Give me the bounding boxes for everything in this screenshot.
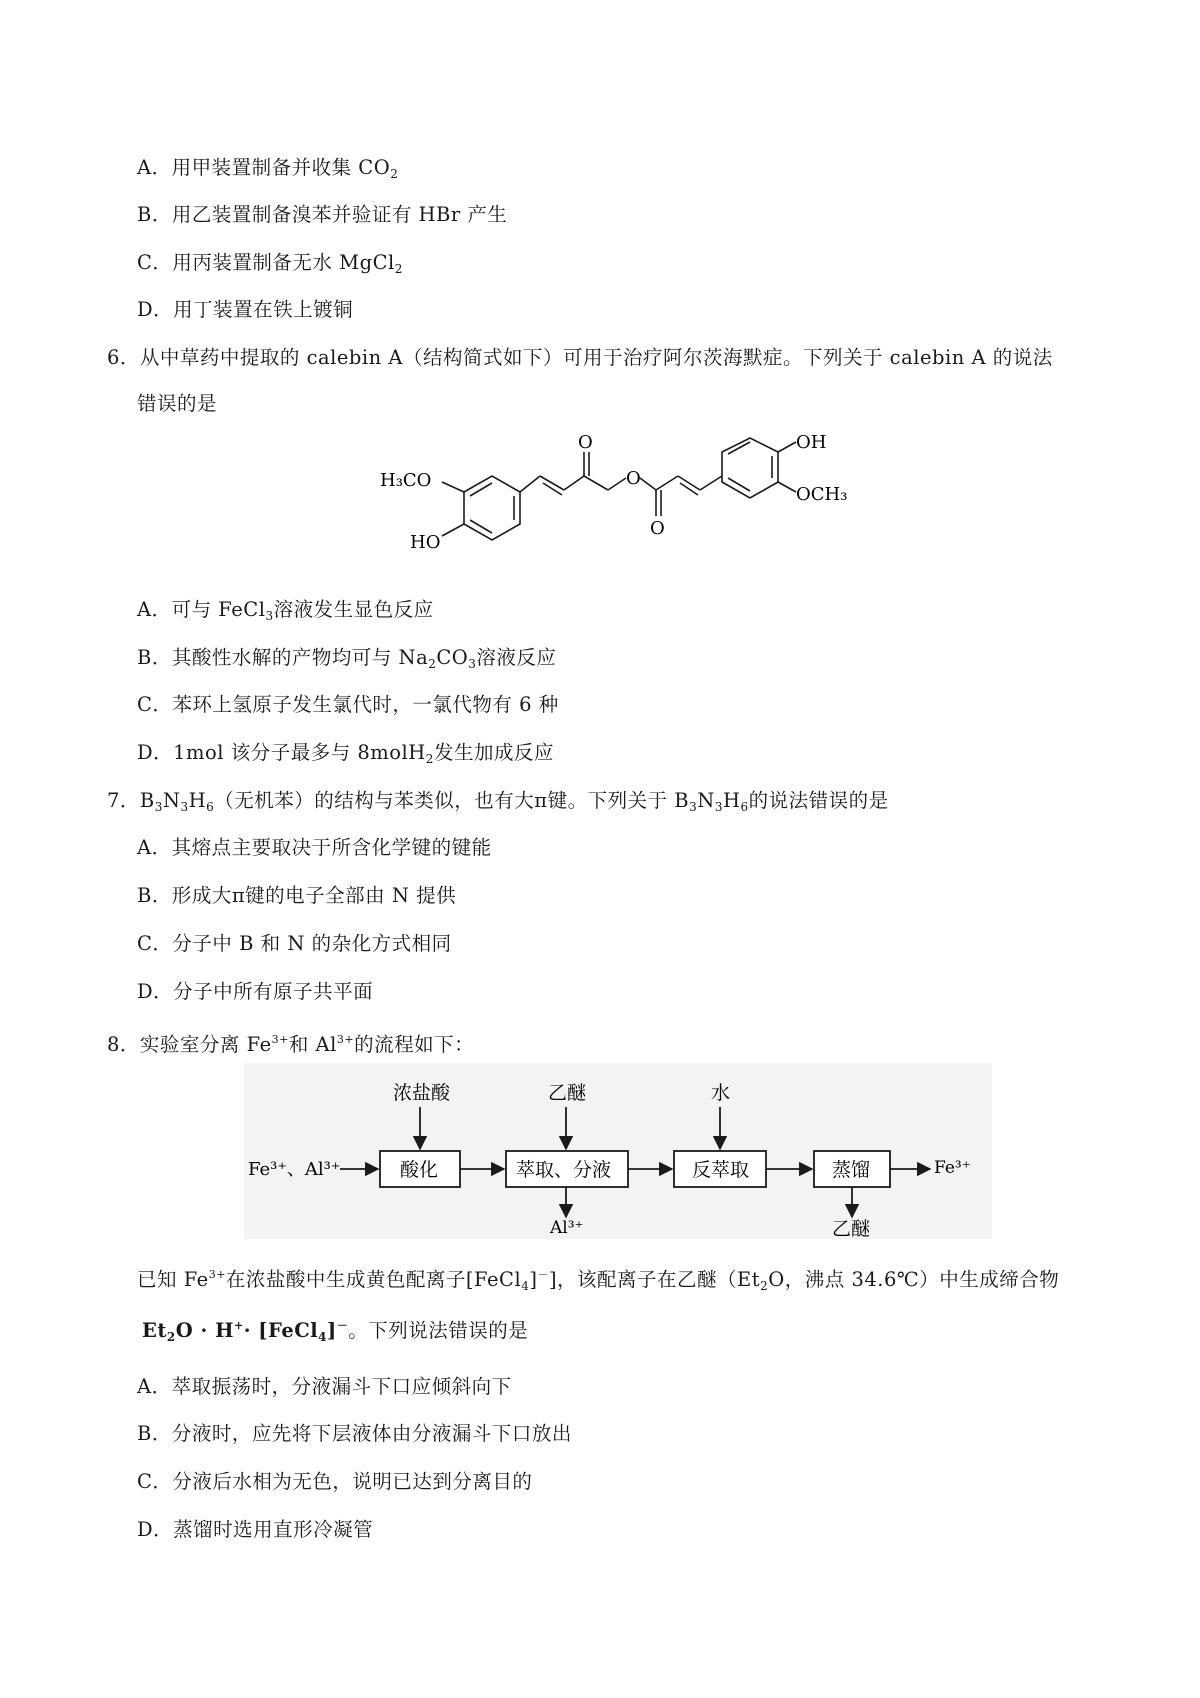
q7-stem-pre: 7．B [107, 789, 155, 812]
q6-option-b-sub1: 2 [428, 657, 437, 671]
q6-option-b [137, 645, 556, 677]
q8-stem-post: 的流程如下： [354, 1033, 475, 1056]
q7-stem-s3: 6 [206, 800, 215, 814]
q6-option-b-post: 溶液反应 [476, 646, 557, 669]
right-benzene-ring [722, 438, 778, 498]
q7-stem-s4: 3 [689, 800, 698, 814]
q8-known-sup1: 3+ [208, 1268, 226, 1281]
q6-stem-line2: 错误的是 [137, 392, 218, 415]
q7-option-a: A．其熔点主要取决于所含化学键的键能 [137, 836, 492, 859]
q8-formula-p4: ] [327, 1319, 337, 1342]
q7-stem-m3: N [697, 789, 715, 812]
q6-option-a-post: 溶液发生显色反应 [273, 598, 434, 621]
struct-ketone-o-label: O [578, 432, 593, 453]
q8-formula-p3: · [FeCl [243, 1319, 319, 1342]
q8-option-d: D．蒸馏时选用直形冷凝管 [137, 1518, 374, 1541]
flow-step-distill: 蒸馏 [832, 1159, 871, 1181]
q5-option-c-text: C．用丙装置制备无水 MgCl [137, 251, 395, 274]
q6-option-c: C．苯环上氢原子发生氯代时，一氯代物有 6 种 [137, 693, 559, 716]
q6-option-b-sub2: 3 [468, 657, 477, 671]
q7-option-c: C．分子中 B 和 N 的杂化方式相同 [137, 932, 452, 955]
flow-reagent-hcl: 浓盐酸 [393, 1082, 451, 1104]
q5-option-c [137, 250, 403, 282]
q5-option-c-sub: 2 [394, 262, 403, 276]
q6-option-d-post: 发生加成反应 [433, 741, 554, 764]
q7-stem-s5: 3 [714, 800, 723, 814]
struct-h3co-label: H₃CO [380, 470, 432, 491]
q5-option-a [137, 155, 398, 187]
q8-known [137, 1262, 1059, 1299]
q5-option-a-sub: 2 [390, 167, 399, 181]
q8-option-c: C．分液后水相为无色，说明已达到分离目的 [137, 1470, 533, 1493]
q8-formula-tail: 。下列说法错误的是 [348, 1319, 529, 1342]
q8-formula-line [142, 1313, 528, 1350]
q6-option-b-mid: CO [436, 646, 469, 669]
q6-option-a [137, 597, 434, 629]
separation-flowchart [244, 1063, 992, 1239]
struct-ester-o-label: O [626, 468, 641, 489]
q8-stem-sup2: 3+ [336, 1033, 355, 1046]
q5-option-d: D．用丁装置在铁上镀铜 [137, 298, 354, 321]
q8-stem [107, 1027, 474, 1058]
q8-known-pre: 已知 Fe [137, 1268, 209, 1291]
q7-option-d: D．分子中所有原子共平面 [137, 980, 374, 1003]
calebin-a-structure [372, 432, 850, 574]
q8-formula-sup1: + [234, 1319, 244, 1332]
q6-option-a-sub: 3 [265, 609, 274, 623]
q7-stem [107, 788, 889, 820]
struct-oh-label: OH [796, 432, 827, 453]
q6-stem-line1: 6．从中草药中提取的 calebin A（结构简式如下）可用于治疗阿尔茨海默症。下列关于 calebin A 的说法 [107, 346, 1053, 369]
q7-stem-s2: 3 [180, 800, 189, 814]
q8-stem-mid: 和 Al [288, 1033, 337, 1056]
q7-stem-m1: N [162, 789, 181, 812]
q8-formula-s1: 2 [166, 1330, 176, 1344]
q5-option-a-text: A．用甲装置制备并收集 CO [137, 156, 391, 179]
q8-formula-sup2: － [336, 1319, 349, 1332]
q8-known-mid2: ]，该配离子在乙醚（Et [548, 1268, 761, 1291]
q6-option-d-sub: 2 [425, 752, 434, 766]
q6-option-d [137, 740, 554, 772]
q8-stem-pre: 8．实验室分离 Fe [107, 1033, 272, 1056]
struct-ester-carbonyl-o-label: O [650, 518, 665, 539]
flow-output-al: Al³⁺ [550, 1218, 584, 1238]
flow-output-fe: Fe³⁺ [934, 1158, 971, 1178]
q8-known-mid1: 在浓盐酸中生成黄色配离子[FeCl [225, 1268, 522, 1291]
q8-known-sup2: － [537, 1268, 549, 1281]
q7-stem-mid: （无机苯）的结构与苯类似，也有大π键。下列关于 B [214, 789, 690, 812]
q7-stem-s6: 6 [740, 800, 749, 814]
q7-stem-s1: 3 [154, 800, 163, 814]
q6-option-a-pre: A．可与 FeCl [137, 598, 266, 621]
q6-option-d-pre: D．1mol 该分子最多与 8molH [137, 741, 426, 764]
q8-known-post: O，沸点 34.6℃）中生成缔合物 [768, 1268, 1060, 1291]
q8-formula-s2: 4 [318, 1330, 328, 1344]
q8-stem-sup1: 3+ [271, 1033, 289, 1046]
flow-step-back-extract: 反萃取 [692, 1159, 750, 1181]
q8-formula-p2: O · H [175, 1319, 235, 1342]
q8-option-b: B．分液时，应先将下层液体由分液漏斗下口放出 [137, 1422, 572, 1445]
struct-och3-label: OCH₃ [796, 484, 848, 505]
q8-known-sub1: 4 [521, 1279, 530, 1293]
q8-known-close: ] [529, 1268, 538, 1291]
q7-stem-m2: H [188, 789, 207, 812]
flow-reagent-water: 水 [711, 1082, 731, 1104]
left-benzene-ring [464, 476, 520, 540]
struct-ho-label: HO [410, 532, 441, 553]
q7-stem-post: 的说法错误的是 [748, 789, 889, 812]
q8-option-a: A．萃取振荡时，分液漏斗下口应倾斜向下 [137, 1375, 512, 1398]
q8-formula [142, 1319, 348, 1342]
q7-stem-m4: H [722, 789, 741, 812]
q8-formula-p1: Et [142, 1319, 167, 1342]
flow-step-extract: 萃取、分液 [516, 1159, 612, 1181]
flow-reagent-ether: 乙醚 [548, 1082, 587, 1104]
q7-option-b: B．形成大π键的电子全部由 N 提供 [137, 884, 457, 907]
q8-known-sub2: 2 [760, 1279, 769, 1293]
flow-output-ether: 乙醚 [832, 1218, 871, 1239]
flow-input-label: Fe³⁺、Al³⁺ [248, 1159, 341, 1180]
q6-option-b-pre: B．其酸性水解的产物均可与 Na [137, 646, 429, 669]
flow-step-acidify: 酸化 [400, 1159, 439, 1181]
q5-option-b: B．用乙装置制备溴苯并验证有 HBr 产生 [137, 203, 508, 226]
